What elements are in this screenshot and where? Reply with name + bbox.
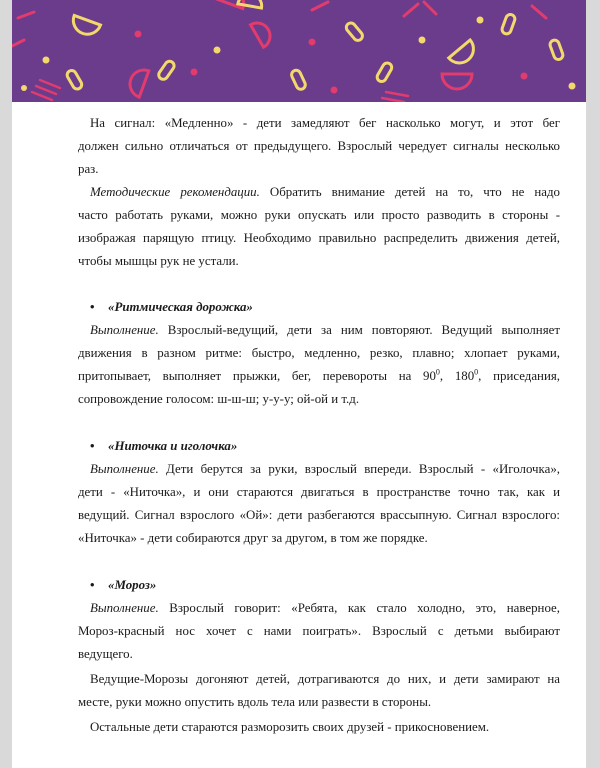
document-page <box>12 0 586 768</box>
paragraph-line: ведущий. Сигнал взрослого «Ой»: дети разбегаются врассыпную. Сигнал взрослого: <box>78 508 560 522</box>
paragraph-line: притопывает, выполняет прыжки, бег, перевороты на $90^0$, $180^0$, приседания, <box>78 367 560 383</box>
execution-label: Выполнение. <box>90 323 159 337</box>
confetti-pattern <box>12 0 586 102</box>
paragraph-line: Остальные дети стараются разморозить своих друзей - прикосновением. <box>90 720 490 734</box>
paragraph-line: чтобы мышцы рук не устали. <box>78 254 239 268</box>
paragraph-line: изображая парящую птицу. Необходимо правильно распределить движения детей, <box>78 231 560 245</box>
paragraph-line: Выполнение. Взрослый-ведущий, дети за ним повторяют. Ведущий выполняет <box>90 323 560 337</box>
paragraph-line: ведущего. <box>78 647 133 661</box>
section-title: • «Мороз» <box>90 578 157 592</box>
paragraph-line: Ведущие-Морозы догоняют детей, дотрагиваются до них, и дети замирают на <box>90 672 560 686</box>
paragraph-line: движения в разном ритме: быстро, медленно, резко, плавно; хлопает руками, <box>78 346 560 360</box>
paragraph-line: Мороз-красный нос хочет с нами поиграть». Взрослый с детьми выбирают <box>78 624 560 638</box>
paragraph-line: часто работать руками, можно руки опускать или просто разводить в стороны - <box>78 208 560 222</box>
paragraph-line: месте, руки можно опустить вдоль тела или развести в стороны. <box>78 695 432 709</box>
paragraph-line: дети - «Ниточка», и они стараются двигаться в пространстве точно так, как и <box>78 485 560 499</box>
section-title: • «Ниточка и иголочка» <box>90 439 238 453</box>
execution-label: Выполнение. <box>90 601 159 615</box>
bullet-icon: • <box>90 300 95 314</box>
decorative-banner <box>12 0 586 102</box>
section-title: • «Ритмическая дорожка» <box>90 300 253 314</box>
methodical-label: Методические рекомендации. <box>90 185 260 199</box>
paragraph-line: Выполнение. Дети берутся за руки, взрослый впереди. Взрослый - «Иголочка», <box>90 462 560 476</box>
paragraph-line: должен сильно отличаться от предыдущего. Взрослый чередует сигналы несколько <box>78 139 560 153</box>
paragraph-line: сопровождение голосом: ш-ш-ш; у-у-у; ой-ой и т.д. <box>78 392 360 406</box>
paragraph-line: Выполнение. Взрослый говорит: «Ребята, как стало холодно, это, наверное, <box>90 601 560 615</box>
paragraph-line: «Ниточка» - дети собираются друг за другом, в том же порядке. <box>78 531 428 545</box>
bullet-icon: • <box>90 439 95 453</box>
paragraph-line: раз. <box>78 162 99 176</box>
paragraph-line: Методические рекомендации. Обратить внимание детей на то, что не надо <box>90 185 560 199</box>
paragraph-line: На сигнал: «Медленно» - дети замедляют бег насколько могут, и этот бег <box>90 116 560 130</box>
bullet-icon: • <box>90 578 95 592</box>
execution-label: Выполнение. <box>90 462 159 476</box>
